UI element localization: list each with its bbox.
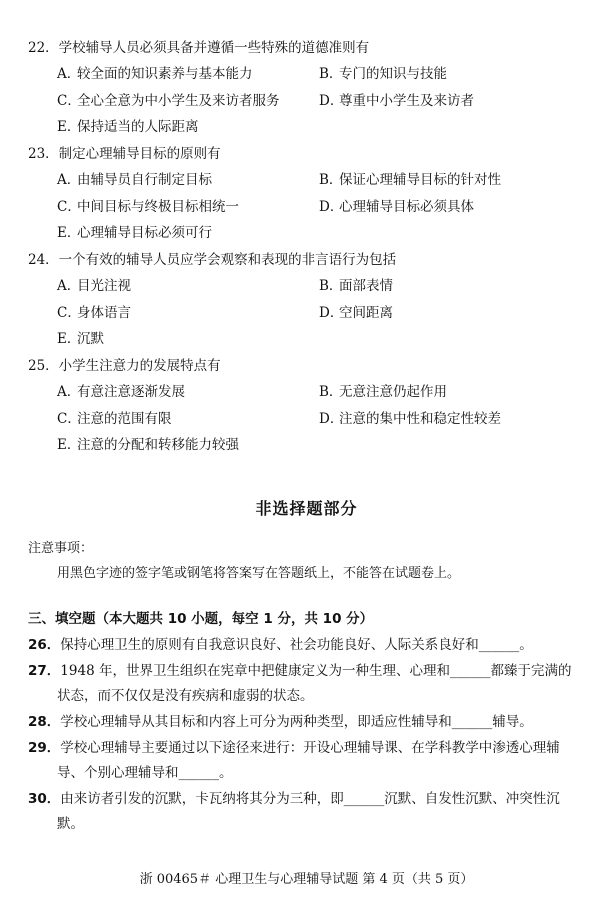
question-27-continued: 状态，而不仅仅是没有疾病和虚弱的状态。 bbox=[57, 688, 314, 704]
q23-option-b bbox=[319, 168, 501, 188]
option-text: 尊重中小学生及来访者 bbox=[339, 93, 474, 109]
question-number: 29． bbox=[28, 740, 61, 756]
option-text: 中间目标与终极目标相统一 bbox=[77, 199, 239, 215]
question-26 bbox=[28, 633, 606, 653]
question-27 bbox=[28, 659, 606, 679]
question-text: 1948 年，世界卫生组织在宪章中把健康定义为一种生理、心理和______都臻于完满的 bbox=[60, 663, 572, 679]
q25-option-c bbox=[57, 407, 172, 427]
option-text: 全心全意为中小学生及来访者服务 bbox=[77, 93, 280, 109]
q23-option-e bbox=[57, 221, 212, 241]
option-letter: E． bbox=[57, 225, 81, 241]
q22-option-d bbox=[319, 89, 474, 109]
option-letter: B． bbox=[319, 66, 343, 82]
option-letter: D． bbox=[319, 93, 344, 109]
option-letter: E． bbox=[57, 437, 81, 453]
option-text: 专门的知识与技能 bbox=[339, 66, 447, 82]
option-text: 较全面的知识素养与基本能力 bbox=[77, 66, 253, 82]
option-text: 面部表情 bbox=[339, 278, 393, 294]
question-number: 30． bbox=[28, 791, 61, 807]
option-letter: A． bbox=[57, 384, 81, 400]
q22-option-a bbox=[57, 62, 253, 82]
q22-option-e bbox=[57, 115, 199, 135]
option-letter: C． bbox=[57, 93, 81, 109]
question-number: 28． bbox=[28, 714, 61, 730]
question-text: 由来访者引发的沉默，卡瓦纳将其分为三种，即______沉默、自发性沉默、冲突性沉 bbox=[60, 791, 560, 807]
q24-option-a bbox=[57, 274, 131, 294]
question-number: 26． bbox=[28, 637, 61, 653]
question-text: 学校心理辅导主要通过以下途径来进行：开设心理辅导课、在学科教学中渗透心理辅 bbox=[60, 740, 560, 756]
option-text: 保证心理辅导目标的针对性 bbox=[339, 172, 501, 188]
q25-option-e bbox=[57, 433, 239, 453]
question-30 bbox=[28, 787, 606, 807]
option-text: 由辅导员自行制定目标 bbox=[77, 172, 212, 188]
question-text: 学校心理辅导从其目标和内容上可分为两种类型，即适应性辅导和______辅导。 bbox=[60, 714, 533, 730]
question-number: 27． bbox=[28, 663, 61, 679]
page-footer: 浙 00465＃ 心理卫生与心理辅导试题 第 4 页（共 5 页） bbox=[139, 872, 474, 887]
option-text: 目光注视 bbox=[77, 278, 131, 294]
fill-in-section-title: 三、填空题（本大题共 10 小题，每空 1 分，共 10 分） bbox=[28, 611, 374, 627]
option-text: 无意注意仍起作用 bbox=[339, 384, 447, 400]
q24-option-d bbox=[319, 301, 393, 321]
option-letter: B． bbox=[319, 384, 343, 400]
option-letter: A． bbox=[57, 278, 81, 294]
option-letter: D． bbox=[319, 411, 344, 427]
q25-option-a bbox=[57, 380, 185, 400]
option-letter: C． bbox=[57, 411, 81, 427]
option-letter: B． bbox=[319, 172, 343, 188]
question-29 bbox=[28, 736, 606, 756]
option-letter: C． bbox=[57, 305, 81, 321]
option-letter: E． bbox=[57, 331, 81, 347]
notice-heading: 注意事项： bbox=[28, 541, 94, 556]
q23-option-c bbox=[57, 195, 239, 215]
option-text: 注意的集中性和稳定性较差 bbox=[339, 411, 501, 427]
option-text: 心理辅导目标必须具体 bbox=[339, 199, 474, 215]
option-text: 沉默 bbox=[77, 331, 104, 347]
question-22-stem: 22．学校辅导人员必须具备并遵循一些特殊的道德准则有 bbox=[28, 40, 370, 56]
option-text: 心理辅导目标必须可行 bbox=[77, 225, 212, 241]
question-text: 保持心理卫生的原则有自我意识良好、社会功能良好、人际关系良好和______。 bbox=[60, 637, 533, 653]
q24-option-e bbox=[57, 327, 104, 347]
q24-option-c bbox=[57, 301, 131, 321]
notice-body: 用黑色字迹的签字笔或钢笔将答案写在答题纸上，不能答在试题卷上。 bbox=[57, 566, 461, 581]
option-text: 注意的分配和转移能力较强 bbox=[77, 437, 239, 453]
option-letter: A． bbox=[57, 172, 81, 188]
option-text: 保持适当的人际距离 bbox=[77, 119, 199, 135]
option-text: 身体语言 bbox=[77, 305, 131, 321]
option-letter: D． bbox=[319, 305, 344, 321]
q23-option-d bbox=[319, 195, 474, 215]
q23-option-a bbox=[57, 168, 212, 188]
q22-option-b bbox=[319, 62, 447, 82]
option-text: 有意注意逐渐发展 bbox=[77, 384, 185, 400]
question-23-stem: 23．制定心理辅导目标的原则有 bbox=[28, 146, 221, 162]
q22-option-c bbox=[57, 89, 280, 109]
option-letter: A． bbox=[57, 66, 81, 82]
question-28 bbox=[28, 710, 606, 730]
section-title: 非选择题部分 bbox=[255, 499, 358, 518]
question-29-continued: 导、个别心理辅导和______。 bbox=[57, 765, 233, 781]
option-letter: B． bbox=[319, 278, 343, 294]
question-24-stem: 24．一个有效的辅导人员应学会观察和表现的非言语行为包括 bbox=[28, 252, 397, 268]
q24-option-b bbox=[319, 274, 393, 294]
option-letter: D． bbox=[319, 199, 344, 215]
option-text: 空间距离 bbox=[339, 305, 393, 321]
question-30-continued: 默。 bbox=[57, 816, 84, 832]
option-text: 注意的范围有限 bbox=[77, 411, 172, 427]
q25-option-d bbox=[319, 407, 501, 427]
question-25-stem: 25．小学生注意力的发展特点有 bbox=[28, 358, 221, 374]
option-letter: E． bbox=[57, 119, 81, 135]
option-letter: C． bbox=[57, 199, 81, 215]
q25-option-b bbox=[319, 380, 447, 400]
